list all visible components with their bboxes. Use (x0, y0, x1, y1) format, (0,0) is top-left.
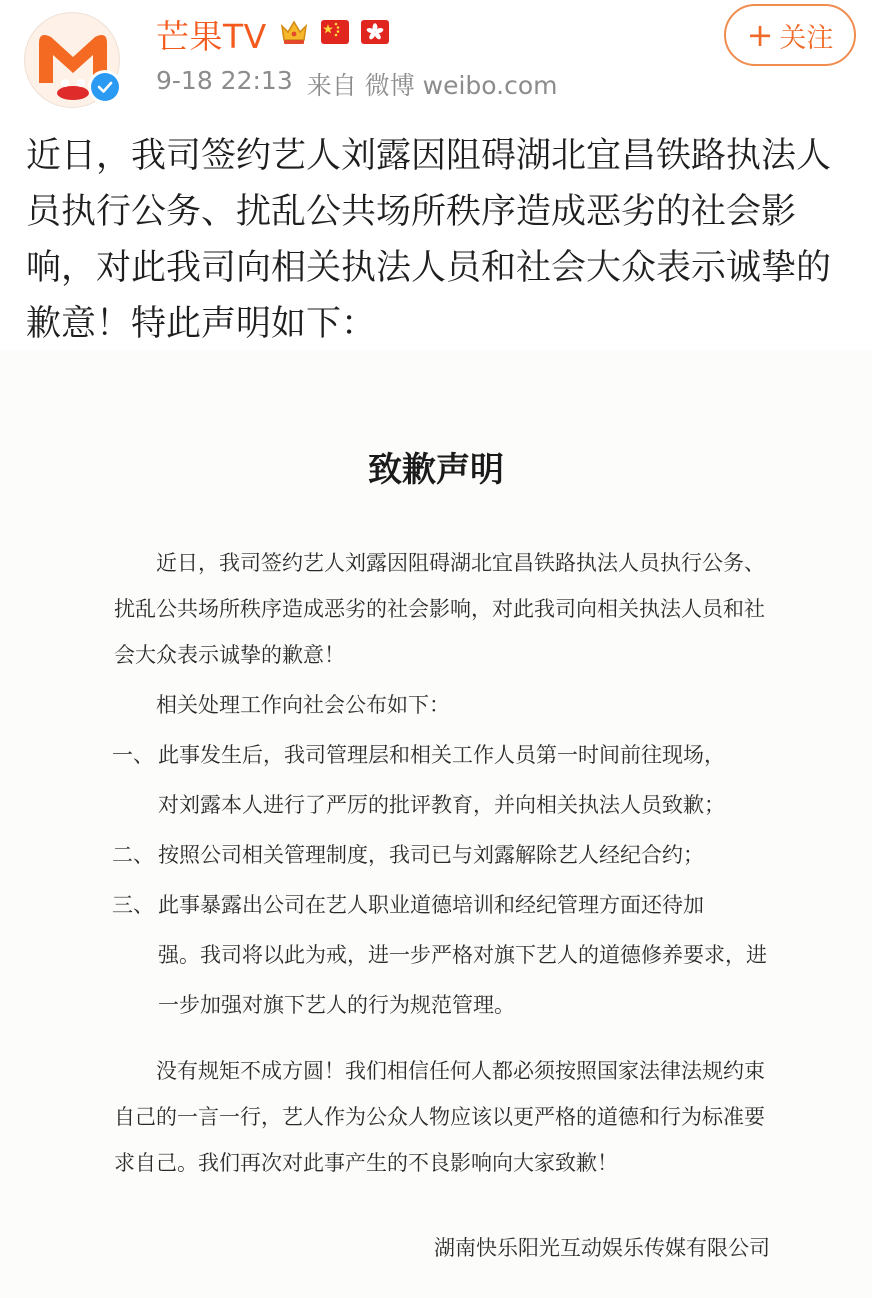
list-number: 三、 (112, 893, 154, 917)
post-header (0, 0, 872, 118)
list-text-continued: 对刘露本人进行了严厉的批评教育，并向相关执法人员致歉； (158, 793, 725, 817)
post-timestamp: 9-18 22:13 (156, 66, 293, 95)
name-row (156, 10, 389, 58)
list-item (112, 830, 772, 880)
list-item (112, 730, 772, 830)
username[interactable]: 芒果TV (156, 16, 267, 56)
verified-icon (91, 73, 119, 101)
list-text-continued: 强。我司将以此为戒，进一步严格对旗下艺人的道德修养要求，进一步加强对旗下艺人的行为规范管理。 (158, 943, 767, 1017)
source-prefix: 来自 (306, 71, 357, 100)
follow-label: 关注 (779, 22, 834, 54)
verified-badge (88, 70, 122, 104)
list-text: 此事暴露出公司在艺人职业道德培训和经纪管理方面还待加 (158, 893, 704, 917)
statement-closing: 没有规矩不成方圆！我们相信任何人都必须按照国家法律法规约束自己的一言一行，艺人作为公众人物应该以更严格的道德和行为标准要求自己。我们再次对此事产生的不良影响向大家致歉！ (114, 1059, 765, 1175)
list-text: 此事发生后，我司管理层和相关工作人员第一时间前往现场， (158, 743, 725, 767)
follow-button[interactable] (724, 4, 856, 66)
statement-title: 致歉声明 (368, 450, 504, 490)
list-number: 二、 (112, 843, 154, 867)
post-meta (156, 66, 558, 102)
hong-kong-flag-icon (361, 20, 389, 48)
list-item (112, 880, 772, 1030)
list-text: 按照公司相关管理制度，我司已与刘露解除艺人经纪合约； (158, 843, 704, 867)
post-text: 近日，我司签约艺人刘露因阻碍湖北宜昌铁路执法人员执行公务、扰乱公共场所秩序造成恶劣的社会影响，对此我司向相关执法人员和社会大众表示诚挚的歉意！特此声明如下： (26, 136, 832, 344)
post-source[interactable]: 微博 weibo.com (364, 71, 558, 100)
apology-statement-image[interactable] (0, 350, 872, 1298)
plus-icon: + (746, 16, 774, 54)
statement-signature: 湖南快乐阳光互动娱乐传媒有限公司 (434, 1236, 770, 1260)
statement-lead: 相关处理工作向社会公布如下： (156, 693, 450, 717)
list-number: 一、 (112, 743, 154, 767)
china-flag-icon (321, 20, 349, 48)
statement-intro: 近日，我司签约艺人刘露因阻碍湖北宜昌铁路执法人员执行公务、扰乱公共场所秩序造成恶劣的社会影响，对此我司向相关执法人员和社会大众表示诚挚的歉意！ (114, 551, 765, 667)
crown-badge-icon (279, 18, 309, 50)
